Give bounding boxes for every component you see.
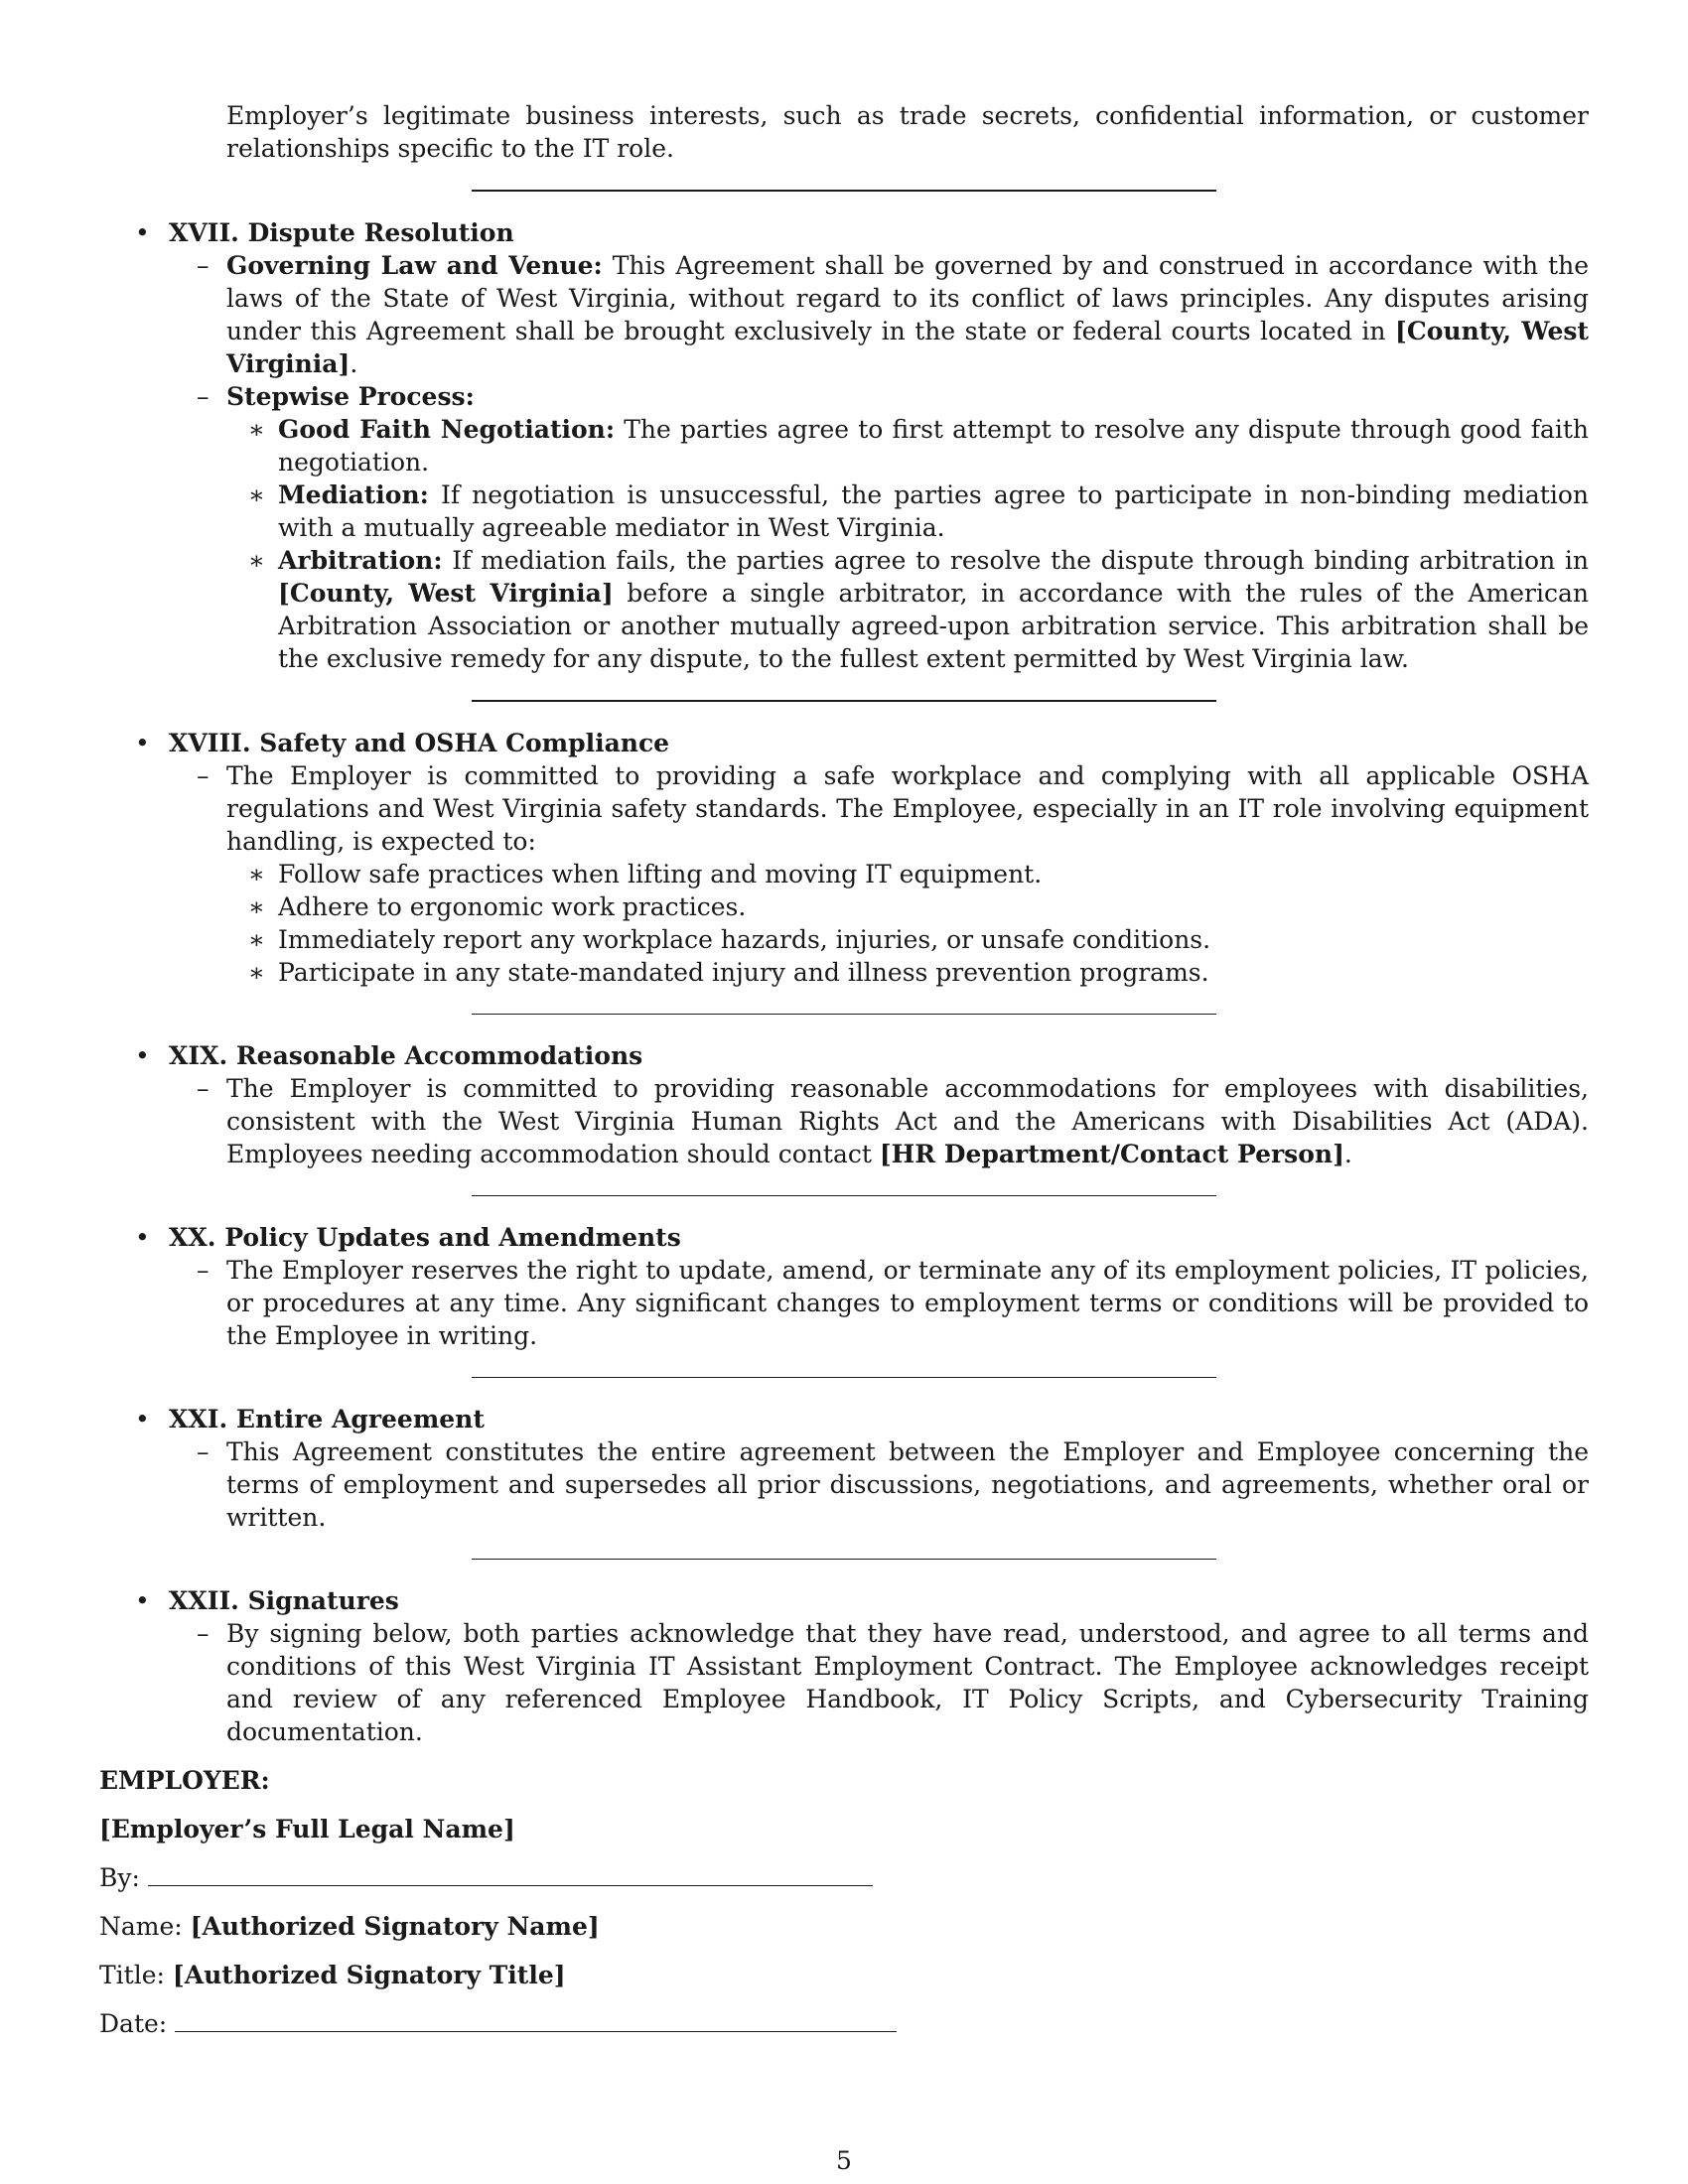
asterisk-marker: ∗ [248, 415, 265, 444]
signatory-title-placeholder: [Authorized Signatory Title] [172, 1961, 566, 1989]
text-run: The Employer is committed to providing reasonable accommodations for employees with disabilities, consistent with the West Virginia Human Rights Act and the Americans with Disabilities Act (ADA). Employees needing accommodation should contact [226, 1074, 1589, 1168]
negotiation-text [278, 413, 1589, 478]
document-page [99, 99, 1589, 2056]
section-title: XVII. Dispute Resolution [169, 218, 514, 247]
governing-law-item [169, 249, 1589, 380]
negotiation-item [226, 413, 1589, 478]
bullet-marker: • [135, 218, 150, 247]
dash-marker: – [197, 382, 210, 411]
accommodation-text [226, 1072, 1589, 1170]
section-title: XXII. Signatures [169, 1586, 399, 1615]
section-divider [472, 190, 1216, 192]
date-signature-line[interactable] [175, 2007, 897, 2032]
intro-paragraph: Employer’s legitimate business interests, such as trade secrets, confidential information, or customer relationships specific to the IT role. [226, 101, 1589, 163]
text-run: If negotiation is unsuccessful, the parties agree to participate in non-binding mediation with a mutually agreeable mediator in West Virginia. [278, 480, 1589, 542]
dash-marker: – [197, 1619, 210, 1648]
asterisk-marker: ∗ [248, 892, 265, 921]
page-number: 5 [836, 2146, 852, 2175]
section-divider [472, 1195, 1216, 1196]
date-row [99, 2007, 1589, 2040]
name-label: Name: [99, 1912, 183, 1941]
list-item-text: Adhere to ergonomic work practices. [278, 892, 747, 921]
employer-legal-name [99, 1813, 1589, 1845]
stepwise-process-item [169, 380, 1589, 675]
section-xvii [99, 216, 1589, 702]
text-run: If mediation fails, the parties agree to resolve the dispute through binding arbitration in [442, 546, 1589, 575]
safety-list [226, 858, 1589, 989]
section-title: XIX. Reasonable Accommodations [169, 1041, 643, 1070]
text-run: The parties agree to first attempt to resolve any dispute through good faith negotiation. [278, 415, 1589, 477]
list-item [226, 923, 1589, 956]
text-run: This Agreement shall be governed by and construed in accordance with the laws of the State of West Virginia, without regard to its conflict of laws principles. Any disputes arising under this Agreement shall be brought exclusively in the state or federal courts located in [226, 251, 1589, 345]
dash-marker: – [197, 251, 210, 280]
subsection-list [169, 1072, 1589, 1170]
dash-marker: – [197, 1256, 210, 1285]
employer-legal-name-placeholder: [Employer’s Full Legal Name] [99, 1815, 515, 1843]
section-divider [472, 700, 1216, 702]
entire-agreement-text: This Agreement constitutes the entire agreement between the Employer and Employee concerning the terms of employment and supersedes all prior discussions, negotiations, and agreements, whether oral or written. [226, 1437, 1589, 1532]
policy-updates-text: The Employer reserves the right to update, amend, or terminate any of its employment policies, IT policies, or procedures at any time. Any significant changes to employment terms or conditions will be provided to the Employee in writing. [226, 1256, 1589, 1350]
bullet-marker: • [135, 1041, 150, 1070]
section-xxii [99, 1584, 1589, 1748]
list-item-text: Immediately report any workplace hazards, injuries, or unsafe conditions. [278, 925, 1211, 954]
asterisk-marker: ∗ [248, 546, 265, 575]
by-row [99, 1861, 1589, 1894]
section-title: XX. Policy Updates and Amendments [169, 1223, 681, 1252]
section-xxi [99, 1403, 1589, 1560]
signatory-name-placeholder: [Authorized Signatory Name] [190, 1912, 600, 1941]
section-divider [472, 1377, 1216, 1378]
dash-marker: – [197, 761, 210, 790]
list-item-text: Follow safe practices when lifting and moving IT equipment. [278, 860, 1043, 888]
mediation-text [278, 478, 1589, 544]
bullet-marker: • [135, 1223, 150, 1252]
name-row [99, 1910, 1589, 1943]
safety-text: The Employer is committed to providing a safe workplace and complying with all applicable OSHA regulations and West Virginia safety standards. The Employee, especially in an IT role involving equipment handling, is expected to: [226, 761, 1589, 856]
mediation-label: Mediation: [278, 480, 429, 509]
asterisk-marker: ∗ [248, 925, 265, 954]
signature-block [99, 1764, 1589, 2040]
subsection-list [169, 1617, 1589, 1748]
signatures-item [169, 1617, 1589, 1748]
by-label: By: [99, 1863, 140, 1892]
asterisk-marker: ∗ [248, 958, 265, 987]
section-xviii [99, 727, 1589, 1015]
section-divider [472, 1559, 1216, 1560]
section-xx [99, 1221, 1589, 1378]
text-run: . [350, 349, 358, 378]
arbitration-text [278, 544, 1589, 675]
subsection-list [169, 1435, 1589, 1534]
entire-agreement-item [169, 1435, 1589, 1534]
title-label: Title: [99, 1961, 165, 1989]
subsection-list [169, 1254, 1589, 1352]
arbitration-label: Arbitration: [278, 546, 443, 575]
subsection-list [169, 759, 1589, 989]
governing-law-label: Governing Law and Venue: [226, 251, 603, 280]
dash-marker: – [197, 1074, 210, 1103]
arbitration-item [226, 544, 1589, 675]
section-title: XVIII. Safety and OSHA Compliance [169, 729, 670, 757]
date-label: Date: [99, 2009, 168, 2038]
stepwise-process-label: Stepwise Process: [226, 382, 475, 411]
hr-contact-placeholder: [HR Department/Contact Person] [879, 1140, 1344, 1168]
employer-heading-text: EMPLOYER: [99, 1766, 270, 1795]
bullet-marker: • [135, 1405, 150, 1433]
section-xix [99, 1039, 1589, 1196]
list-item [226, 858, 1589, 890]
asterisk-marker: ∗ [248, 860, 265, 888]
county-placeholder: [County, West Virginia] [226, 317, 1589, 378]
text-run: . [1343, 1140, 1352, 1168]
bullet-marker: • [135, 1586, 150, 1615]
section-list [99, 216, 1589, 1748]
asterisk-marker: ∗ [248, 480, 265, 509]
list-item-text: Participate in any state-mandated injury and illness prevention programs. [278, 958, 1209, 987]
section-divider [472, 1014, 1216, 1015]
subsection-list [169, 249, 1589, 675]
accommodation-item [169, 1072, 1589, 1170]
signatures-text: By signing below, both parties acknowledge that they have read, understood, and agree to all terms and conditions of this West Virginia IT Assistant Employment Contract. The Employee acknowledges receipt and review of any referenced Employee Handbook, IT Policy Scripts, and Cybersecurity Training documentation. [226, 1619, 1589, 1746]
stepwise-list [226, 413, 1589, 675]
section-title: XXI. Entire Agreement [169, 1405, 485, 1433]
list-item [226, 890, 1589, 923]
policy-updates-item [169, 1254, 1589, 1352]
employer-heading [99, 1764, 1589, 1797]
title-row [99, 1959, 1589, 1991]
mediation-item [226, 478, 1589, 544]
county-placeholder: [County, West Virginia] [278, 579, 614, 608]
bullet-marker: • [135, 729, 150, 757]
by-signature-line[interactable] [148, 1861, 873, 1886]
list-item [226, 956, 1589, 989]
governing-law-text [226, 249, 1589, 380]
safety-item [169, 759, 1589, 989]
negotiation-label: Good Faith Negotiation: [278, 415, 616, 444]
text-run: before a single arbitrator, in accordance with the rules of the American Arbitration Association or another mutually agreed-upon arbitration service. This arbitration shall be the exclusive remedy for any dispute, to the fullest extent permitted by West Virginia law. [278, 579, 1589, 673]
dash-marker: – [197, 1437, 210, 1466]
